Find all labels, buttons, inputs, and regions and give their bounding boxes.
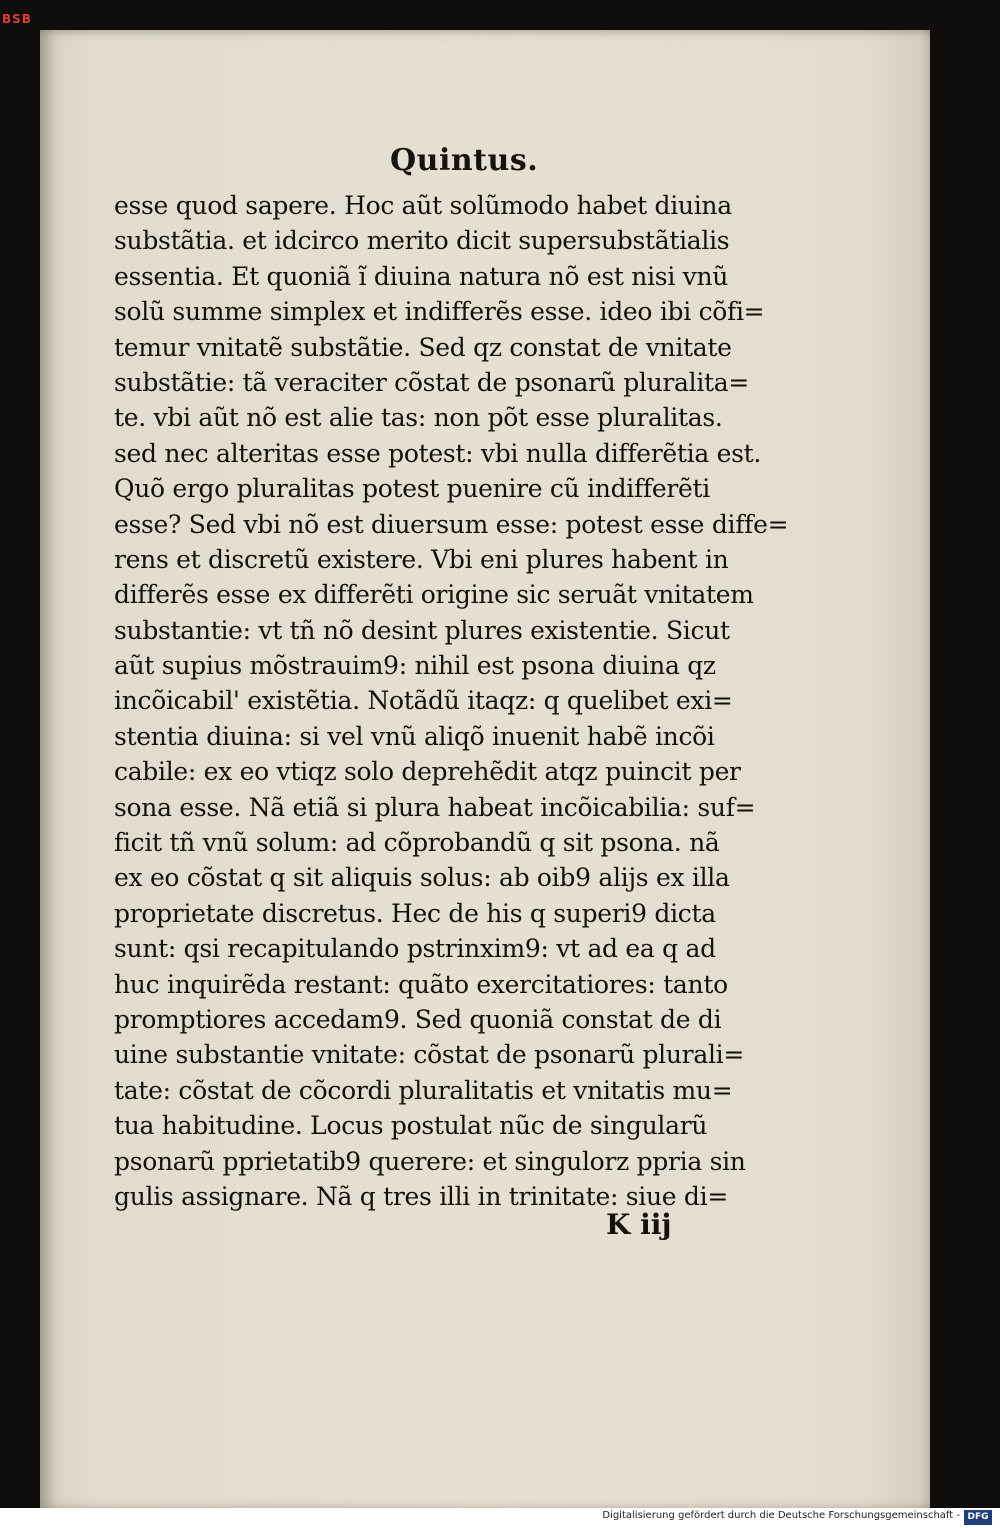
- text-line: tua habitudine. Locus postulat nũc de singularũ: [114, 1111, 708, 1141]
- text-line: substantie: vt tñ nõ desint plures existentie. Sicut: [114, 615, 730, 645]
- text-line: psonarũ pprietatib9 querere: et singulorz ppria sin: [114, 1146, 746, 1176]
- text-line: gulis assignare. Nã q tres illi in trinitate: siue di=: [114, 1181, 728, 1211]
- text-line: Quõ ergo pluralitas potest puenire cũ indifferẽti: [114, 474, 710, 504]
- text-line: differẽs esse ex differẽti origine sic seruãt vnitatem: [114, 580, 754, 610]
- text-line: stentia diuina: si vel vnũ aliqõ inuenit habẽ incõi: [114, 721, 715, 751]
- signature-mark: K iij: [606, 1208, 672, 1241]
- text-line: promptiores accedam9. Sed quoniã constat de di: [114, 1004, 722, 1034]
- text-line: uine substantie vnitate: cõstat de psonarũ plurali=: [114, 1040, 744, 1070]
- text-line: huc inquirẽda restant: quãto exercitatiores: tanto: [114, 969, 728, 999]
- text-line: ficit tñ vnũ solum: ad cõprobandũ q sit psona. nã: [114, 828, 720, 858]
- text-line: esse? Sed vbi nõ est diuersum esse: potest esse diffe=: [114, 509, 789, 539]
- text-line: essentia. Et quoniã ĩ diuina natura nõ est nisi vnũ: [114, 261, 729, 291]
- text-line: tate: cõstat de cõcordi pluralitatis et vnitatis mu=: [114, 1075, 733, 1105]
- text-line: substãtia. et idcirco merito dicit supersubstãtialis: [114, 226, 730, 256]
- text-line: sunt: qsi recapitulando pstrinxim9: vt ad ea q ad: [114, 934, 716, 964]
- text-line: ex eo cõstat q sit aliquis solus: ab oib9 alijs ex illa: [114, 863, 730, 893]
- text-line: esse quod sapere. Hoc aũt solũmodo habet diuina: [114, 191, 732, 220]
- text-line: rens et discretũ existere. Vbi eni plures habent in: [114, 544, 729, 574]
- text-line: temur vnitatẽ substãtie. Sed qz constat de vnitate: [114, 332, 732, 362]
- text-line: incõicabil' existẽtia. Notãdũ itaqz: q quelibet exi=: [114, 686, 733, 716]
- text-line: te. vbi aũt nõ est alie tas: non põt esse pluralitas.: [114, 403, 723, 433]
- funding-notice: Digitalisierung gefördert durch die Deutsche Forschungsgemeinschaft -: [602, 1510, 960, 1521]
- library-corner-mark: BSB: [2, 12, 32, 26]
- footer-bar: [0, 1508, 1000, 1528]
- book-page: [40, 30, 930, 1510]
- text-line: aũt supius mõstrauim9: nihil est psona diuina qz: [114, 651, 716, 681]
- text-line: solũ summe simplex et indifferẽs esse. ideo ibi cõfi=: [114, 297, 765, 327]
- text-block: [114, 188, 804, 1214]
- text-line: cabile: ex eo vtiqz solo deprehẽdit atqz puincit per: [114, 757, 741, 787]
- dfg-logo: DFG: [964, 1510, 992, 1525]
- text-line: proprietate discretus. Hec de his q superi9 dicta: [114, 898, 716, 928]
- text-line: substãtie: tã veraciter cõstat de psonarũ pluralita=: [114, 367, 750, 397]
- running-head: Quintus.: [390, 143, 539, 178]
- text-line: sona esse. Nã etiã si plura habeat incõicabilia: suf=: [114, 792, 756, 822]
- text-line: sed nec alteritas esse potest: vbi nulla differẽtia est.: [114, 438, 762, 468]
